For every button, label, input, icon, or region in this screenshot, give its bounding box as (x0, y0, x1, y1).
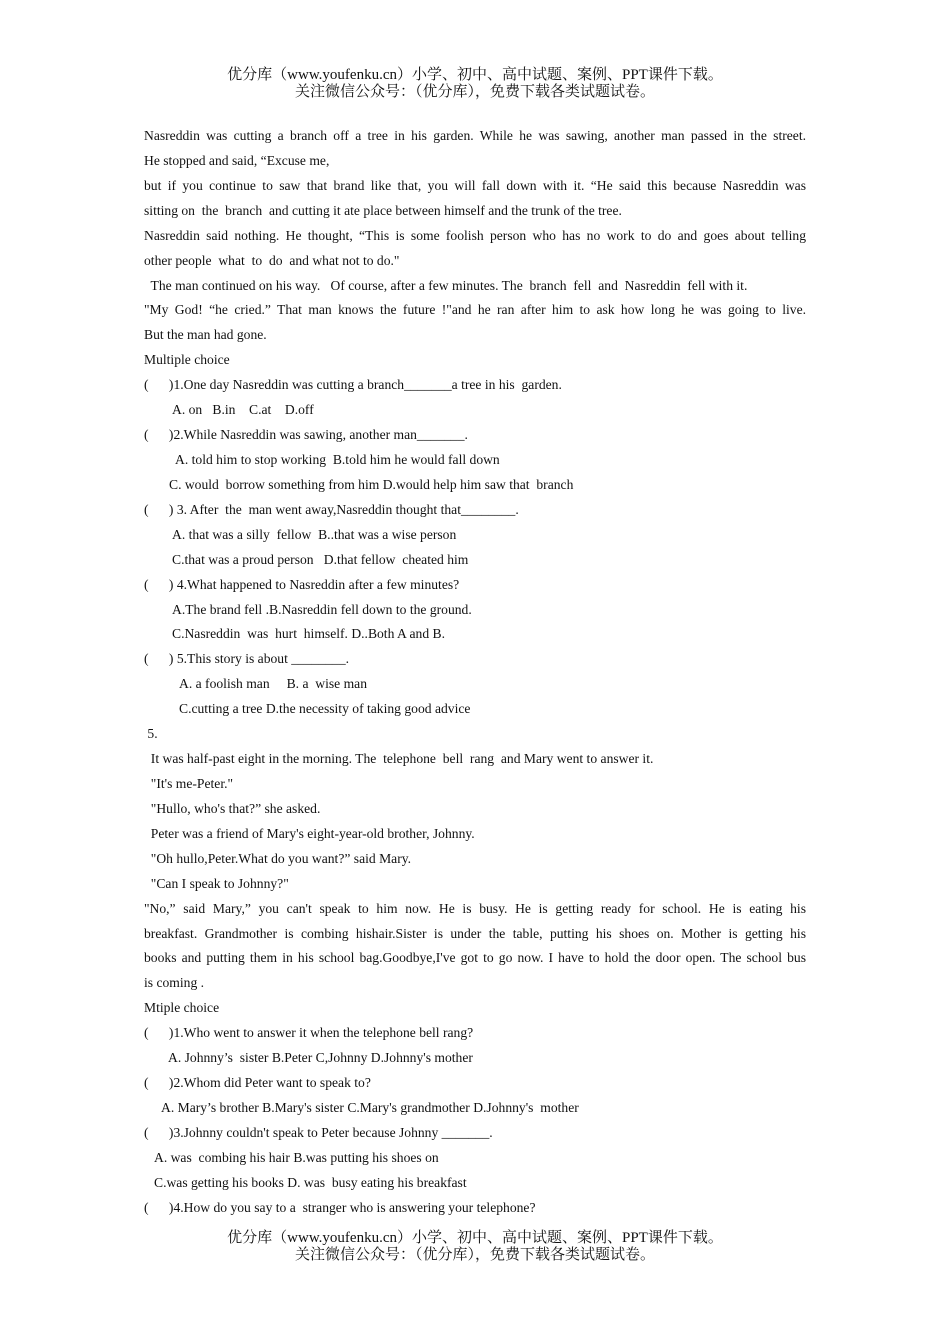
text-line: Multiple choice (144, 352, 230, 368)
text-line: "Hullo, who's that?” she asked. (144, 800, 321, 816)
footer-line-2: 关注微信公众号：（优分库），免费下载各类试题试卷。 (294, 1247, 655, 1263)
text-line: But the man had gone. (144, 327, 267, 343)
text-line: A. told him to stop working B.told him he would fall down (175, 451, 500, 467)
text-line: ( ) 3. After the man went away,Nasreddin thought that________. (144, 501, 519, 517)
document-body (144, 124, 806, 1221)
header-line-1: 优分库（www.youfenku.cn）小学、初中、高中试题、案例、PPT课件下载。 (227, 67, 723, 83)
text-line: sitting on the branch and cutting it ate place between himself and the trunk of the tree. (144, 202, 622, 218)
text-line: A. was combing his hair B.was putting his shoes on (154, 1149, 439, 1165)
text-line: books and putting them in his school bag.Goodbye,I've got to go now. I have to hold the door open. The school bus (144, 950, 806, 966)
page-header (0, 67, 950, 101)
text-line: It was half-past eight in the morning. The telephone bell rang and Mary went to answer it. (144, 751, 654, 767)
text-line: 5. (144, 726, 158, 742)
text-line: C.was getting his books D. was busy eating his breakfast (154, 1174, 467, 1190)
text-line: "It's me-Peter." (144, 775, 234, 791)
text-line: "My God! “he cried.” That man knows the future !"and he ran after him to ask how long he was going to live. (144, 302, 806, 318)
text-line: Mtiple choice (144, 1000, 220, 1016)
text-line: He stopped and said, “Excuse me, (144, 152, 330, 168)
header-line-2: 关注微信公众号：（优分库），免费下载各类试题试卷。 (294, 84, 655, 100)
text-line: A. Johnny’s sister B.Peter C,Johnny D.Johnny's mother (168, 1050, 473, 1066)
footer-line-1: 优分库（www.youfenku.cn）小学、初中、高中试题、案例、PPT课件下载。 (227, 1230, 723, 1246)
text-line: breakfast. Grandmother is combing hishair.Sister is under the table, putting his shoes on. Mother is getting his (144, 925, 806, 941)
text-line: ( )3.Johnny couldn't speak to Peter because Johnny _______. (144, 1124, 493, 1140)
text-line: other people what to do and what not to do." (144, 252, 400, 268)
text-line: A.The brand fell .B.Nasreddin fell down to the ground. (172, 601, 472, 617)
text-line: ( )1.One day Nasreddin was cutting a branch_______a tree in his garden. (144, 377, 562, 393)
text-line: Peter was a friend of Mary's eight-year-old brother, Johnny. (144, 825, 475, 841)
text-line: Nasreddin said nothing. He thought, “This is some foolish person who has no work to do and goes about telling (144, 227, 806, 243)
text-line: ( )1.Who went to answer it when the telephone bell rang? (144, 1025, 474, 1041)
text-line: C.that was a proud person D.that fellow cheated him (172, 551, 469, 567)
text-line: C.Nasreddin was hurt himself. D..Both A and B. (172, 626, 445, 642)
text-line: A. on B.in C.at D.off (172, 402, 314, 418)
text-line: A. that was a silly fellow B..that was a wise person (172, 526, 457, 542)
text-line: C.cutting a tree D.the necessity of taking good advice (179, 701, 471, 717)
text-line: ( ) 4.What happened to Nasreddin after a few minutes? (144, 576, 460, 592)
text-line: Nasreddin was cutting a branch off a tree in his garden. While he was sawing, another man passed in the street. (144, 128, 806, 143)
text-line: A. Mary’s brother B.Mary's sister C.Mary's grandmother D.Johnny's mother (161, 1099, 579, 1115)
text-line: ( )2.Whom did Peter want to speak to? (144, 1075, 371, 1091)
text-line: ( ) 5.This story is about ________. (144, 651, 350, 667)
page-footer (0, 1230, 950, 1264)
text-line: The man continued on his way. Of course, after a few minutes. The branch fell and Nasreddin fell with it. (144, 277, 748, 293)
text-line: C. would borrow something from him D.would help him saw that branch (169, 476, 574, 492)
text-line: A. a foolish man B. a wise man (179, 676, 368, 692)
text-line: "Can I speak to Johnny?" (144, 875, 289, 891)
text-line: "Oh hullo,Peter.What do you want?” said Mary. (144, 850, 412, 866)
text-line: "No,” said Mary,” you can't speak to him now. He is busy. He is getting ready for school. He is eating his (144, 900, 806, 916)
text-line: ( )2.While Nasreddin was sawing, another man_______. (144, 427, 468, 443)
text-line: is coming . (144, 975, 205, 991)
text-line: but if you continue to saw that brand like that, you will fall down with it. “He said this because Nasreddin was (144, 177, 806, 193)
text-line: ( )4.How do you say to a stranger who is answering your telephone? (144, 1199, 536, 1215)
